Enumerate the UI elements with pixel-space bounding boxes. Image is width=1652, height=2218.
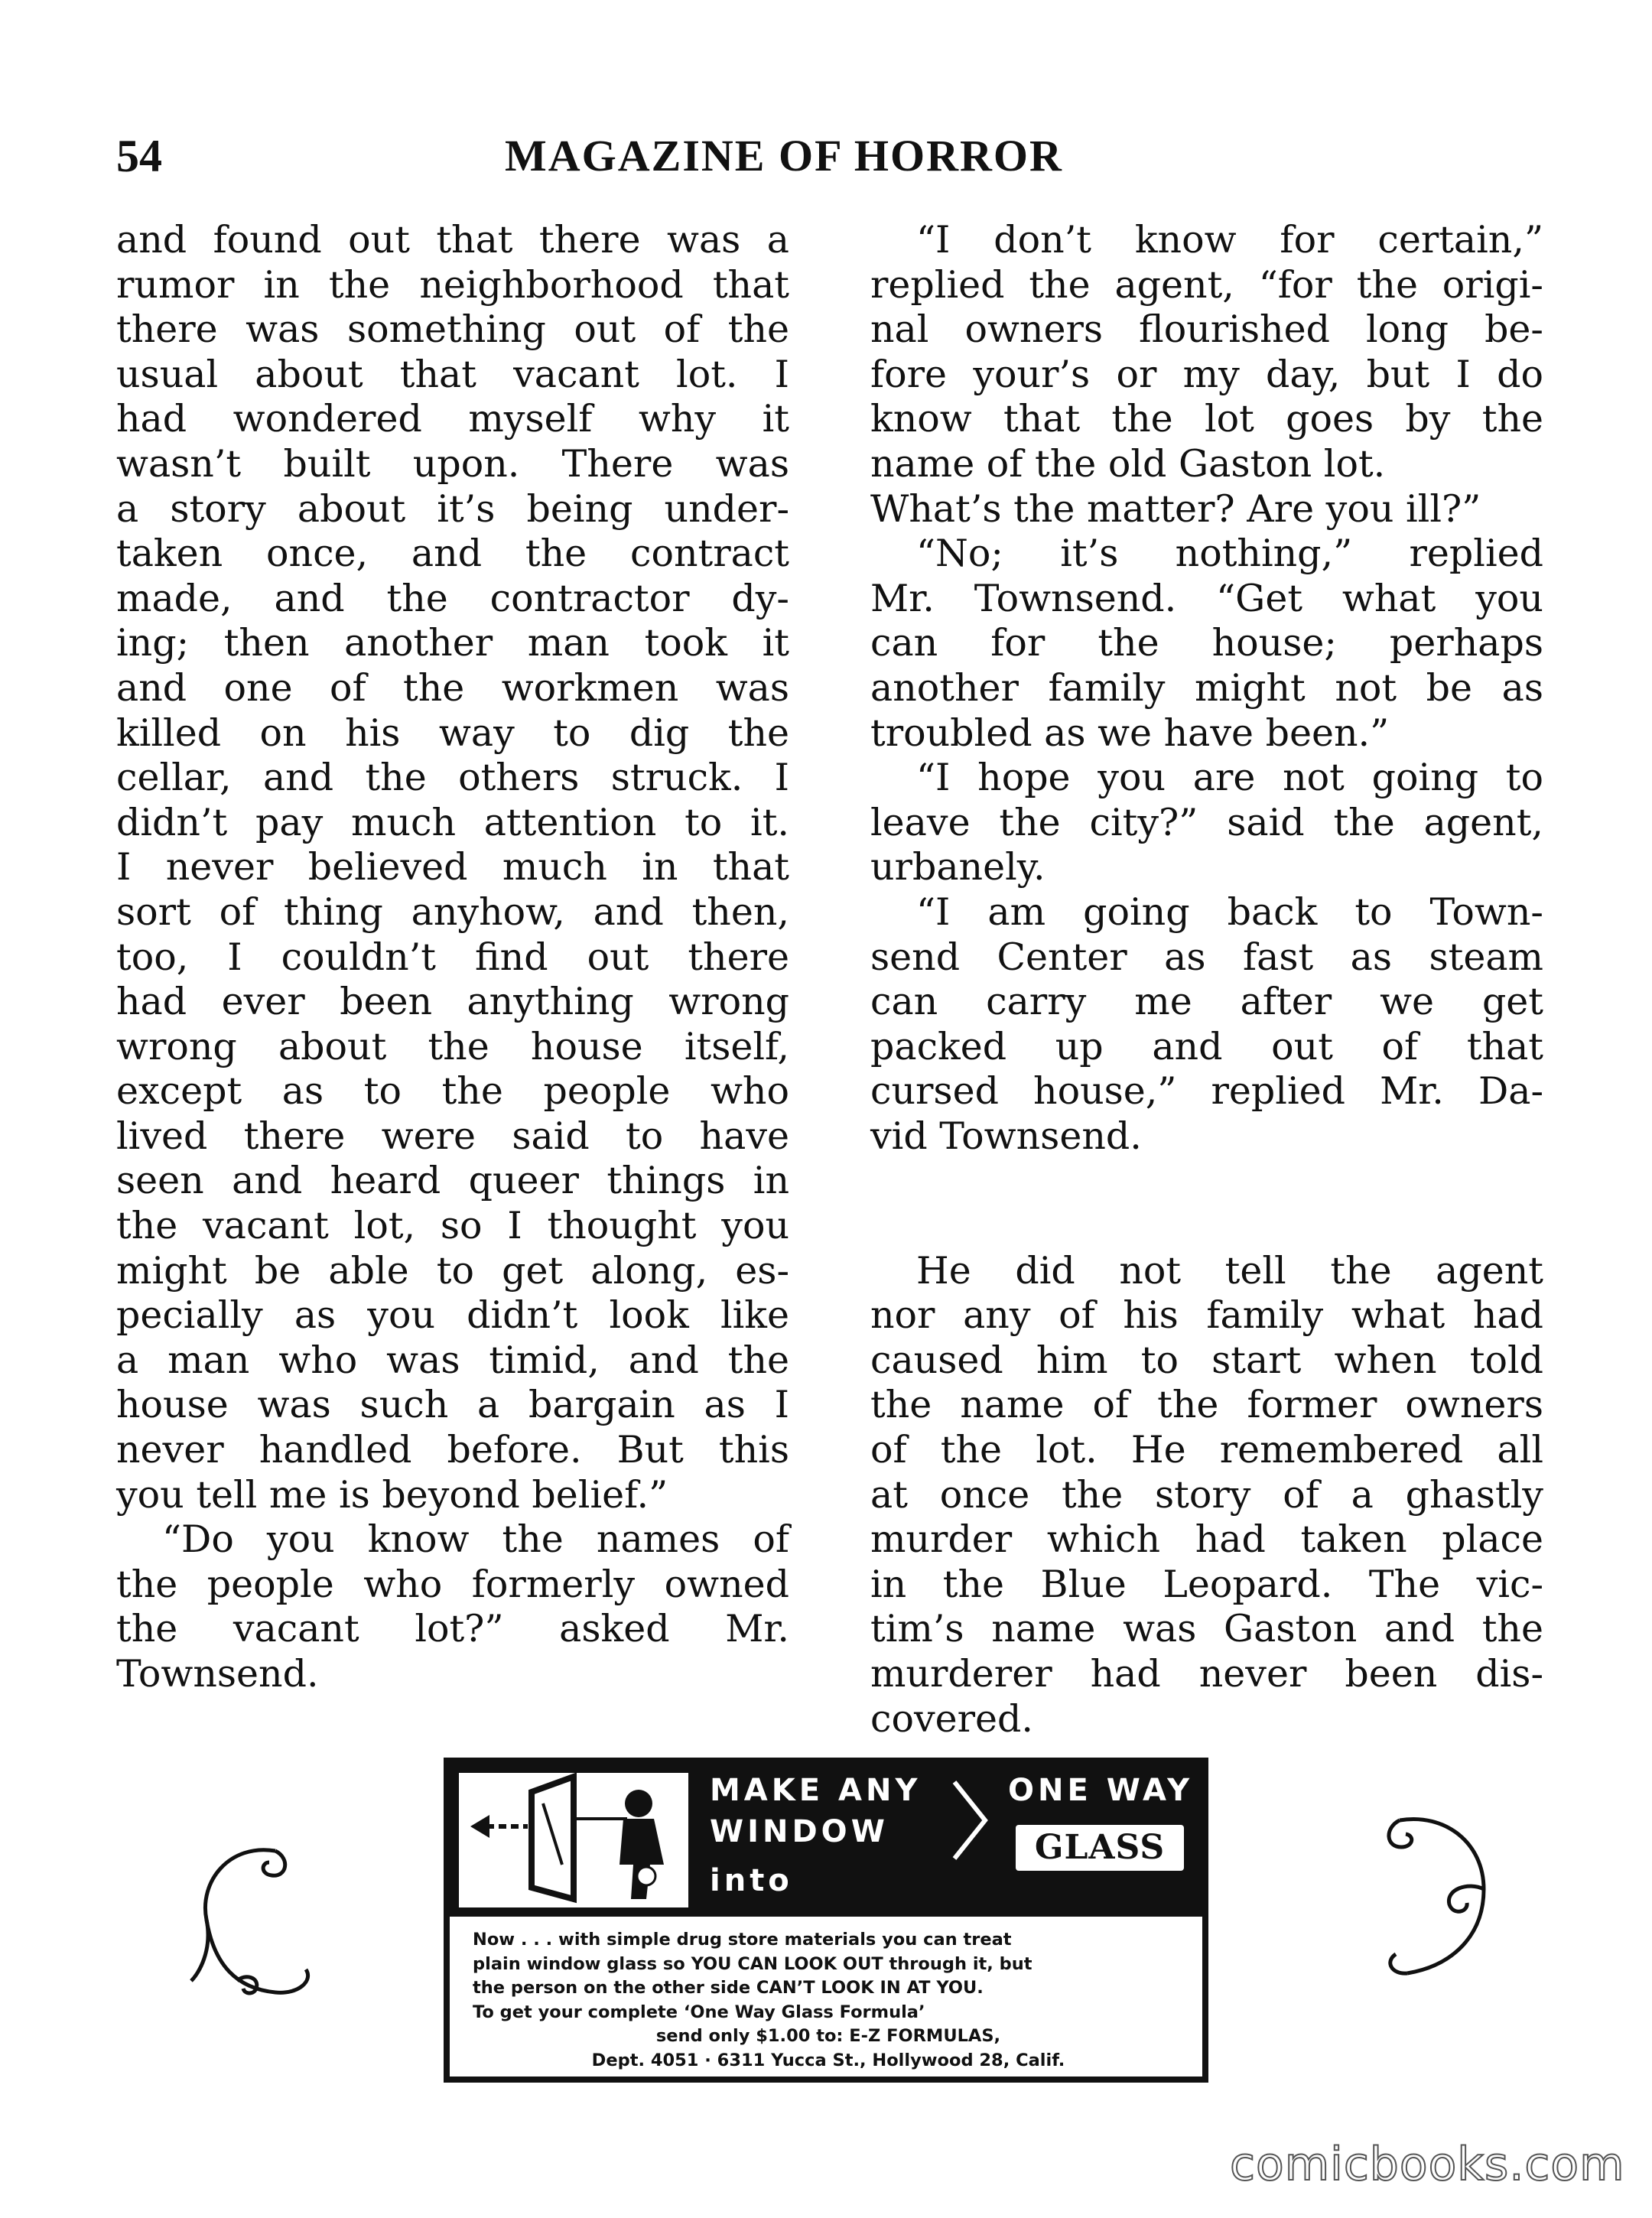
ad-headline-make-any: MAKE ANY: [710, 1773, 922, 1808]
text-line: “Do you know the names of: [162, 1517, 789, 1562]
text-line: house was such a bargain as I: [116, 1383, 789, 1427]
ad-headline-window: WINDOW: [710, 1814, 889, 1849]
text-line: the name of the former owners: [870, 1383, 1543, 1427]
text-line: covered.: [870, 1696, 1033, 1741]
text-line: packed up and out of that: [870, 1024, 1543, 1068]
text-line: there was something out of the: [116, 307, 789, 352]
text-line: might be able to get along, es-: [116, 1248, 789, 1293]
ad-body-text: [473, 1928, 1184, 2073]
text-line: murderer had never been dis-: [870, 1652, 1543, 1696]
text-line: can for the house; perhaps: [870, 621, 1543, 665]
text-line: name of the old Gaston lot.: [870, 441, 1386, 486]
ad-banner: [450, 1764, 1202, 1917]
left-column: [116, 218, 789, 1697]
text-line: urbanely.: [870, 845, 1046, 889]
text-line: wasn’t built upon. There was: [116, 441, 789, 486]
text-line: Townsend.: [116, 1652, 319, 1696]
text-line: ing; then another man took it: [116, 621, 789, 665]
text-line: usual about that vacant lot. I: [116, 352, 789, 396]
text-line: taken once, and the contract: [116, 532, 789, 576]
text-line: never handled before. But this: [116, 1428, 789, 1472]
text-line: the people who formerly owned: [116, 1562, 789, 1606]
ad-body-line: plain window glass so YOU CAN LOOK OUT through it, but: [473, 1953, 1032, 1974]
text-line: pecially as you didn’t look like: [116, 1293, 789, 1338]
blank-line: [870, 1159, 1543, 1204]
ad-body-line: To get your complete ‘One Way Glass Formula’: [473, 2002, 925, 2022]
text-line: sort of thing anyhow, and then,: [116, 889, 789, 934]
text-line: fore your’s or my day, but I do: [870, 352, 1543, 396]
text-line: vid Townsend.: [870, 1114, 1142, 1158]
text-line: rumor in the neighborhood that: [116, 262, 789, 307]
watermark: comicbooks.com: [1230, 2138, 1625, 2191]
text-line: another family might not be as: [870, 665, 1543, 710]
text-line: caused him to start when told: [870, 1338, 1543, 1382]
text-line: made, and the contractor dy-: [116, 576, 789, 620]
text-line: killed on his way to dig the: [116, 711, 789, 755]
text-line: cellar, and the others struck. I: [116, 756, 789, 800]
man-looking-through-window-illustration: [459, 1773, 688, 1907]
text-line: a man who was timid, and the: [116, 1338, 789, 1382]
blank-line: [870, 1204, 1543, 1249]
page-number: 54: [116, 131, 162, 181]
text-line: What’s the matter? Are you ill?”: [870, 486, 1481, 531]
text-line: nor any of his family what had: [870, 1293, 1543, 1338]
text-line: except as to the people who: [116, 1069, 789, 1114]
text-line: “I hope you are not going to: [916, 756, 1543, 800]
text-line: “No; it’s nothing,” replied: [916, 532, 1543, 576]
text-line: the vacant lot, so I thought you: [116, 1204, 789, 1248]
ad-address-line: Dept. 4051 · 6311 Yucca St., Hollywood 28, Calif.: [591, 2050, 1065, 2070]
text-line: replied the agent, “for the origi-: [870, 262, 1543, 307]
text-line: a story about it’s being under-: [116, 486, 789, 531]
ad-body-line: the person on the other side CAN’T LOOK IN AT YOU.: [473, 1978, 984, 1998]
text-line: and found out that there was a: [116, 218, 789, 262]
text-line: cursed house,” replied Mr. Da-: [870, 1069, 1543, 1114]
text-line: at once the story of a ghastly: [870, 1472, 1543, 1517]
ad-headline-into: into: [710, 1863, 793, 1898]
text-line: can carry me after we get: [870, 980, 1543, 1024]
text-line: troubled as we have been.”: [870, 711, 1390, 755]
magazine-title: MAGAZINE OF HORROR: [505, 131, 1063, 180]
right-column: [870, 218, 1543, 1742]
text-line: you tell me is beyond belief.”: [116, 1472, 668, 1517]
text-line: send Center as fast as steam: [870, 935, 1543, 979]
text-line: nal owners flourished long be-: [870, 307, 1543, 352]
text-line: had ever been anything wrong: [116, 980, 789, 1024]
one-way-glass-advertisement: [444, 1758, 1208, 2083]
text-line: wrong about the house itself,: [116, 1024, 789, 1068]
text-line: Mr. Townsend. “Get what you: [870, 576, 1543, 620]
text-line: leave the city?” said the agent,: [870, 800, 1543, 844]
text-line: too, I couldn’t find out there: [116, 935, 789, 979]
text-line: tim’s name was Gaston and the: [870, 1607, 1543, 1651]
text-line: and one of the workmen was: [116, 665, 789, 710]
ad-body-line: send only $1.00 to: E-Z FORMULAS,: [655, 2026, 1001, 2046]
text-line: in the Blue Leopard. The vic-: [870, 1562, 1543, 1606]
text-line: of the lot. He remembered all: [870, 1428, 1543, 1472]
chevron-right-icon: [947, 1774, 993, 1866]
ad-headline-one-way: ONE WAY: [1008, 1773, 1194, 1808]
ad-body-line: Now . . . with simple drug store materials you can treat: [473, 1930, 1012, 1950]
text-line: lived there were said to have: [116, 1114, 789, 1158]
right-scroll-ornament: [1354, 1805, 1514, 1996]
text-line: I never believed much in that: [116, 845, 789, 889]
text-line: the vacant lot?” asked Mr.: [116, 1607, 789, 1651]
text-line: know that the lot goes by the: [870, 397, 1543, 441]
text-line: had wondered myself why it: [116, 397, 789, 441]
left-scroll-ornament: [184, 1828, 344, 2019]
ad-glass-label: GLASS: [1016, 1825, 1184, 1871]
text-line: “I don’t know for certain,”: [916, 218, 1543, 262]
text-line: murder which had taken place: [870, 1517, 1543, 1562]
text-line: seen and heard queer things in: [116, 1159, 789, 1203]
text-line: didn’t pay much attention to it.: [116, 800, 789, 844]
text-line: He did not tell the agent: [916, 1248, 1543, 1293]
text-line: “I am going back to Town-: [916, 889, 1543, 934]
